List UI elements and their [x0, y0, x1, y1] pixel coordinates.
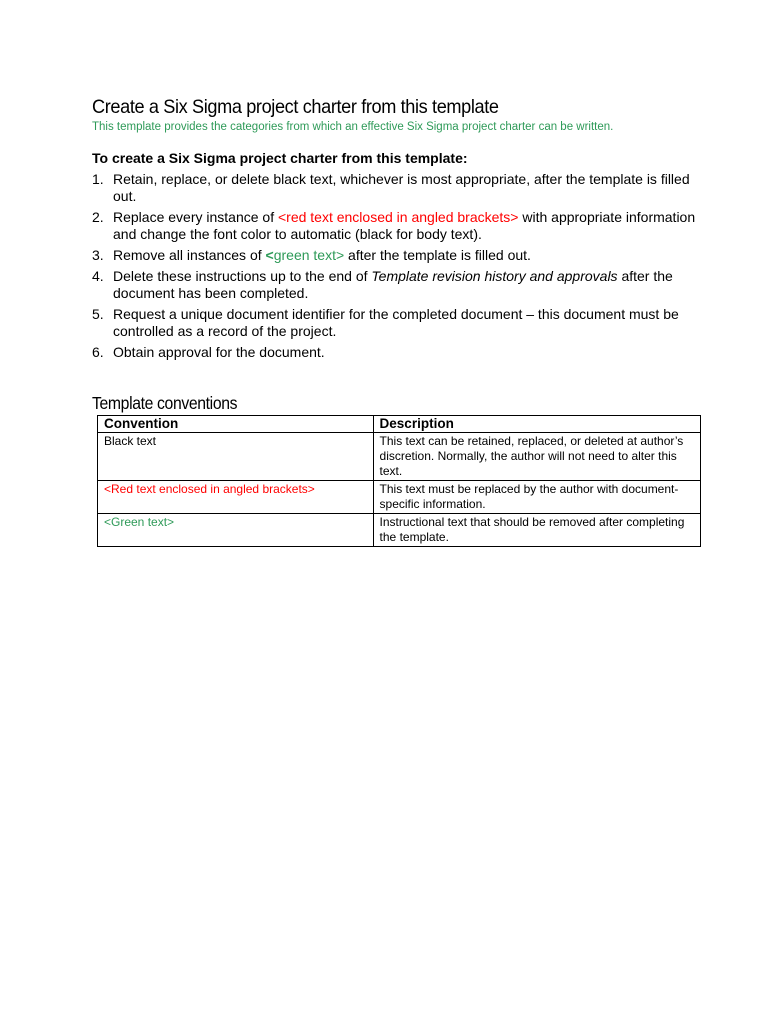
convention-cell: Black text [98, 433, 374, 481]
column-header-convention: Convention [98, 416, 374, 433]
step-text-tail: after the document has been completed. [113, 268, 673, 301]
instruction-steps [92, 171, 712, 365]
instruction-step-3 [92, 247, 712, 264]
column-header-description: Description [373, 416, 700, 433]
table-header-row [98, 416, 701, 433]
step-number: 5. [92, 306, 104, 322]
step-text: Request a unique document identifier for the completed document – this document must be controlled as a record of the project. [113, 306, 679, 339]
conventions-table [97, 415, 701, 547]
conventions-title: Template conventions [92, 393, 238, 413]
instruction-step-4 [92, 268, 712, 302]
table-row [98, 481, 701, 514]
green-text-sample: green text> [273, 247, 345, 263]
convention-cell: <Green text> [98, 514, 374, 547]
document-subtitle: This template provides the categories from which an effective Six Sigma project charter can be written. [92, 121, 614, 133]
italic-section-name: Template revision history and approvals [371, 268, 618, 284]
step-text-lead: Replace every instance of [113, 209, 278, 225]
step-text-lead: Delete these instructions up to the end of [113, 268, 372, 284]
step-text: Obtain approval for the document. [113, 344, 325, 360]
step-text-lead: Remove all instances of [113, 247, 266, 263]
instruction-step-5 [92, 306, 712, 340]
step-text-tail: with appropriate information and change the font color to automatic (black for body text). [113, 209, 696, 242]
table-row [98, 433, 701, 481]
step-number: 2. [92, 209, 104, 225]
step-text-tail: after the template is filled out. [344, 247, 531, 263]
step-text: Retain, replace, or delete black text, whichever is most appropriate, after the template is filled out. [113, 171, 690, 204]
instruction-step-6 [92, 344, 712, 361]
step-number: 4. [92, 268, 104, 284]
convention-cell: <Red text enclosed in angled brackets> [98, 481, 374, 514]
instruction-step-1 [92, 171, 712, 205]
table-row [98, 514, 701, 547]
step-number: 1. [92, 171, 104, 187]
step-number: 6. [92, 344, 104, 360]
step-number: 3. [92, 247, 104, 263]
document-title: Create a Six Sigma project charter from this template [92, 96, 499, 118]
instructions-heading: To create a Six Sigma project charter from this template: [92, 150, 468, 166]
red-text-sample: <red text enclosed in angled brackets> [277, 209, 519, 225]
description-cell: Instructional text that should be removed after completing the template. [373, 514, 700, 547]
instruction-step-2 [92, 209, 712, 243]
description-cell: This text can be retained, replaced, or deleted at author’s discretion. Normally, the author will not need to alter this text. [373, 433, 700, 481]
description-cell: This text must be replaced by the author with document-specific information. [373, 481, 700, 514]
green-bracket: < [265, 247, 274, 263]
